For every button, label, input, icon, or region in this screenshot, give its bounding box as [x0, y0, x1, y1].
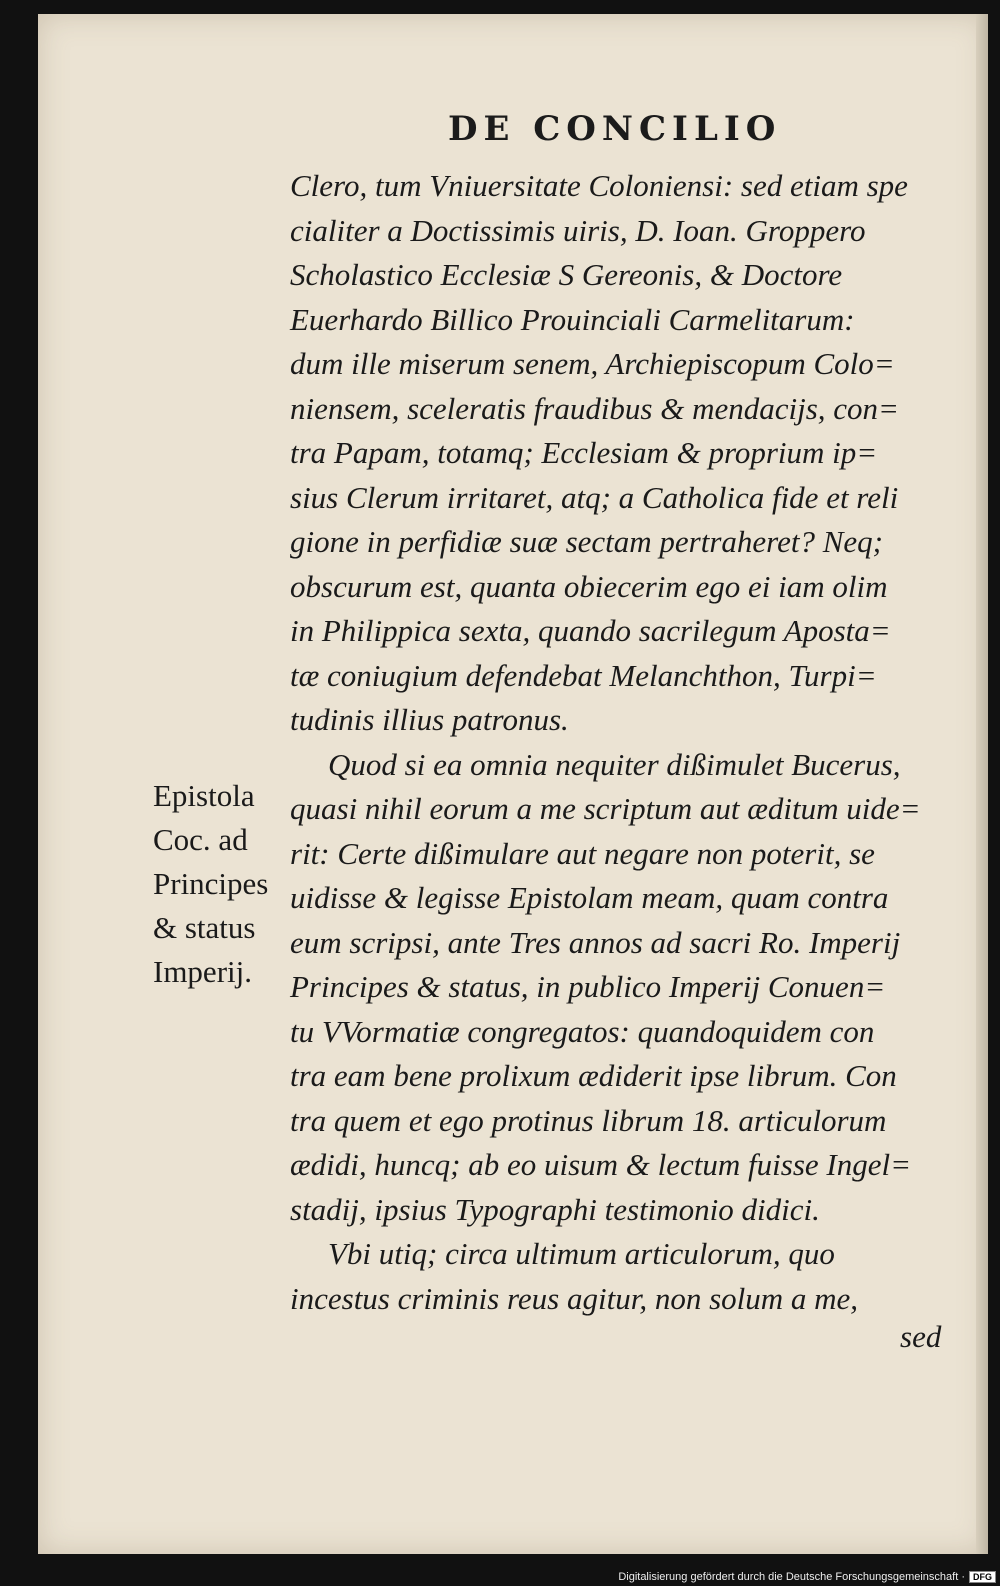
- text-line: uidisse & legisse Epistolam meam, quam contra: [290, 880, 889, 915]
- text-line: Euerhardo Billico Prouinciali Carmelitarum:: [290, 301, 855, 337]
- margin-note-line: Imperij.: [153, 954, 252, 989]
- text-line: Principes & status, in publico Imperij Conuen=: [290, 969, 886, 1004]
- text-line: rit: Certe dißimulare aut negare non poterit, se: [290, 835, 875, 871]
- body-text: [290, 164, 955, 1321]
- text-line: tra quem et ego protinus librum 18. articulorum: [290, 1102, 887, 1138]
- running-header: DE CONCILIO: [448, 109, 782, 149]
- text-line: dum ille miserum senem, Archiepiscopum Colo=: [290, 346, 895, 381]
- text-line: Vbi utiq; circa ultimum articulorum, quo: [328, 1236, 835, 1271]
- text-line: tudinis illius patronus.: [290, 702, 569, 737]
- text-line: eum scripsi, ante Tres annos ad sacri Ro. Imperij: [290, 924, 901, 960]
- text-line: cialiter a Doctissimis uiris, D. Ioan. Groppero: [290, 212, 866, 248]
- text-line: sius Clerum irritaret, atq; a Catholica fide et reli: [290, 479, 899, 515]
- text-line: obscurum est, quanta obiecerim ego ei iam olim: [290, 568, 888, 604]
- text-line: tra eam bene prolixum ædiderit ipse librum. Con: [290, 1058, 897, 1093]
- text-line: tu VVormatiæ congregatos: quandoquidem con: [290, 1013, 875, 1049]
- text-line: Scholastico Ecclesiæ S Gereonis, & Doctore: [290, 257, 843, 292]
- margin-note-line: Epistola: [153, 778, 255, 813]
- catchword: sed: [900, 1319, 942, 1354]
- text-line: incestus criminis reus agitur, non solum a me,: [290, 1280, 859, 1316]
- margin-note-line: & status: [153, 910, 256, 945]
- text-line: ædidi, huncq; ab eo uisum & lectum fuisse Ingel=: [290, 1147, 912, 1182]
- text-line: Clero, tum Vniuersitate Coloniensi: sed etiam spe: [290, 168, 908, 203]
- page-edge: [976, 14, 988, 1554]
- text-line: gione in perfidiæ suæ sectam pertraheret? Neq;: [290, 524, 883, 559]
- margin-note-line: Coc. ad: [153, 822, 248, 857]
- text-line: tra Papam, totamq; Ecclesiam & proprium ip=: [290, 435, 878, 470]
- dfg-logo-icon: DFG: [969, 1571, 996, 1583]
- book-page: [38, 14, 988, 1554]
- text-line: in Philippica sexta, quando sacrilegum Aposta=: [290, 613, 891, 648]
- text-line: tæ coniugium defendebat Melanchthon, Turpi=: [290, 657, 877, 693]
- margin-note-line: Principes: [153, 866, 269, 901]
- margin-note: [153, 774, 293, 994]
- text-line: stadij, ipsius Typographi testimonio didici.: [290, 1191, 820, 1227]
- text-line: quasi nihil eorum a me scriptum aut æditum uide=: [290, 791, 921, 826]
- text-line: Quod si ea omnia nequiter dißimulet Bucerus,: [328, 746, 901, 782]
- footer-credit-text: Digitalisierung gefördert durch die Deutsche Forschungsgemeinschaft ·: [618, 1571, 965, 1583]
- text-line: niensem, sceleratis fraudibus & mendacijs, con=: [290, 390, 899, 426]
- footer-credit: [618, 1571, 996, 1583]
